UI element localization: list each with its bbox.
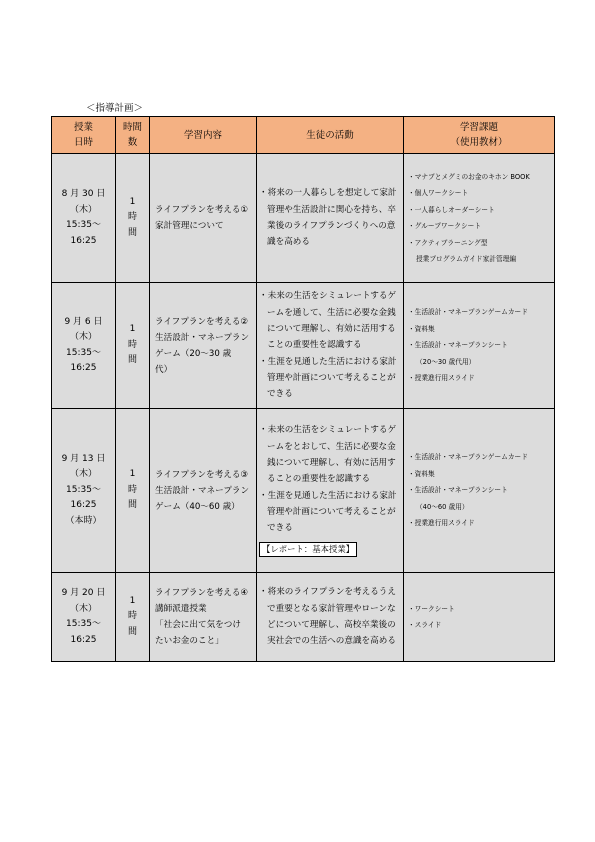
materials-cell (404, 283, 555, 409)
material-item: ・ワークシート (408, 604, 455, 613)
hours-unit-1: 時 (127, 212, 137, 223)
time-end: 16:25 (70, 500, 97, 511)
material-item: （40～60 歳用） (416, 502, 469, 511)
content-line: ライフプランを考える① (155, 205, 249, 215)
hours-value: 1 (129, 196, 136, 207)
material-item: ・授業進行用スライド (408, 519, 475, 528)
time-end: 16:25 (70, 363, 97, 373)
activity-cell (257, 283, 404, 409)
date-cell (52, 154, 116, 283)
material-item: （20～30 歳代用） (416, 357, 476, 366)
content-line: 生活設計・マネープラン (155, 332, 250, 343)
header-activity-label: 生徒の活動 (306, 129, 354, 141)
weekday-line: （木） (69, 469, 97, 480)
time-start: 15:35～ (66, 220, 101, 230)
header-content-label: 学習内容 (183, 129, 222, 141)
hours-unit-2: 間 (127, 500, 137, 511)
date-line: 8 月 30 日 (61, 189, 106, 199)
date-cell (52, 283, 116, 409)
material-item: ・一人暮らしオーダーシート (408, 205, 495, 214)
hours-unit-2: 間 (127, 626, 137, 637)
hours-unit-2: 間 (127, 227, 137, 238)
header-hours-line1: 時間 (122, 122, 142, 133)
hours-unit-1: 時 (127, 611, 137, 622)
activity-point: ・生涯を見通した生活における家計管理や計画について考えることができる (259, 356, 397, 400)
hours-unit-1: 時 (127, 484, 137, 495)
hours-cell (116, 409, 150, 573)
activity-cell (257, 154, 404, 283)
activity-point: ・未来の生活をシミュレートするゲームを通して、生活に必要な金銭について理解し、有効に活用することの重要性を認識する (259, 291, 397, 351)
content-line: 講師派遣授業 (155, 604, 207, 614)
content-cell (150, 283, 257, 409)
activity-point: ・将来のライフプランを考えるうえで重要となる家計管理やローンなどについて理解し、高校卒業後の実社会での生活への意識を高める (259, 587, 396, 647)
table-row (52, 154, 555, 283)
material-item: ・資料集 (408, 469, 435, 478)
hours-value: 1 (129, 469, 136, 480)
header-content (150, 117, 257, 154)
date-cell (52, 573, 116, 662)
content-line: ライフプランを考える④ (155, 588, 249, 598)
date-line: 9 月 6 日 (64, 316, 103, 327)
content-line: ライフプランを考える② (155, 316, 249, 327)
material-item: ・スライド (408, 621, 442, 629)
header-materials (404, 117, 555, 154)
content-line: 代） (155, 364, 173, 375)
time-start: 15:35～ (66, 484, 101, 495)
material-item: ・生活設計・マネープランシート (408, 486, 508, 495)
material-item: ・マナブとメグミのお金のキホン BOOK (408, 172, 530, 181)
header-date-line1: 授業 (73, 122, 93, 133)
content-line: 「社会に出て気をつけ (155, 620, 241, 630)
material-item: ・個人ワークシート (408, 189, 469, 197)
activity-point: ・生涯を見通した生活における家計管理や計画について考えることができる (259, 490, 397, 534)
time-start: 15:35～ (66, 619, 101, 629)
material-item: 授業プログラムガイド家計管理編 (416, 255, 517, 263)
material-item: ・グループワークシート (408, 222, 482, 230)
content-line: 生活設計・マネープラン (155, 485, 250, 496)
content-cell (150, 573, 257, 662)
header-materials-line2: （使用教材） (450, 137, 508, 148)
date-line: 9 月 13 日 (61, 453, 106, 464)
weekday-line: （木） (69, 603, 97, 614)
header-materials-line1: 学習課題 (459, 122, 498, 133)
time-end: 16:25 (70, 235, 97, 246)
header-activity (257, 117, 404, 154)
material-item: ・生活設計・マネープランゲームカード (408, 308, 528, 317)
materials-cell (404, 573, 555, 662)
materials-cell (404, 154, 555, 283)
content-line: ライフプランを考える③ (155, 469, 249, 480)
hours-unit-2: 間 (127, 355, 137, 366)
content-cell (150, 154, 257, 283)
plan-caption: ＜指導計画＞ (86, 103, 144, 114)
header-hours-line2: 数 (127, 137, 138, 148)
content-line: たいお金のこと」 (155, 636, 224, 646)
time-start: 15:35～ (66, 347, 101, 358)
material-item: ・生活設計・マネープランシート (408, 341, 508, 350)
activity-point: ・将来の一人暮らしを想定して家計管理や生活設計に関心を持ち、卒業後のライフプランづくりへの意識を高める (259, 188, 397, 248)
activity-point: ・未来の生活をシミュレートするゲームをとおして、生活に必要な金銭について理解し、有効に活用することの重要性を認識する (259, 425, 397, 485)
weekday-line: （木） (69, 332, 97, 342)
content-line: ゲーム（20～30 歳 (155, 348, 232, 359)
hours-cell (116, 283, 150, 409)
report-badge: 【レポート：基本授業】 (259, 542, 357, 557)
material-item: ・授業進行用スライド (408, 374, 475, 383)
date-cell (52, 409, 116, 573)
hours-value: 1 (129, 595, 136, 606)
hours-unit-1: 時 (127, 339, 137, 350)
header-row (52, 117, 555, 154)
hours-cell (116, 154, 150, 283)
activity-cell (257, 573, 404, 662)
material-item: ・アクティブラーニング型 (408, 238, 488, 247)
header-date-line2: 日時 (73, 137, 93, 148)
time-end: 16:25 (70, 634, 97, 645)
activity-cell (257, 409, 404, 573)
weekday-line: （木） (69, 204, 97, 215)
header-hours (116, 117, 150, 154)
header-date (52, 117, 116, 154)
current-lesson-tag: （本時） (65, 515, 102, 526)
hours-cell (116, 573, 150, 662)
materials-cell (404, 409, 555, 573)
table-row (52, 283, 555, 409)
material-item: ・資料集 (408, 324, 435, 333)
content-line: ゲーム（40～60 歳） (155, 501, 240, 512)
table-row (52, 409, 555, 573)
material-item: ・生活設計・マネープランゲームカード (408, 453, 528, 462)
lesson-plan-table (51, 116, 555, 662)
hours-value: 1 (129, 324, 136, 335)
table-row (52, 573, 555, 662)
content-cell (150, 409, 257, 573)
date-line: 9 月 20 日 (61, 588, 106, 598)
content-line: 家計管理について (155, 221, 224, 231)
